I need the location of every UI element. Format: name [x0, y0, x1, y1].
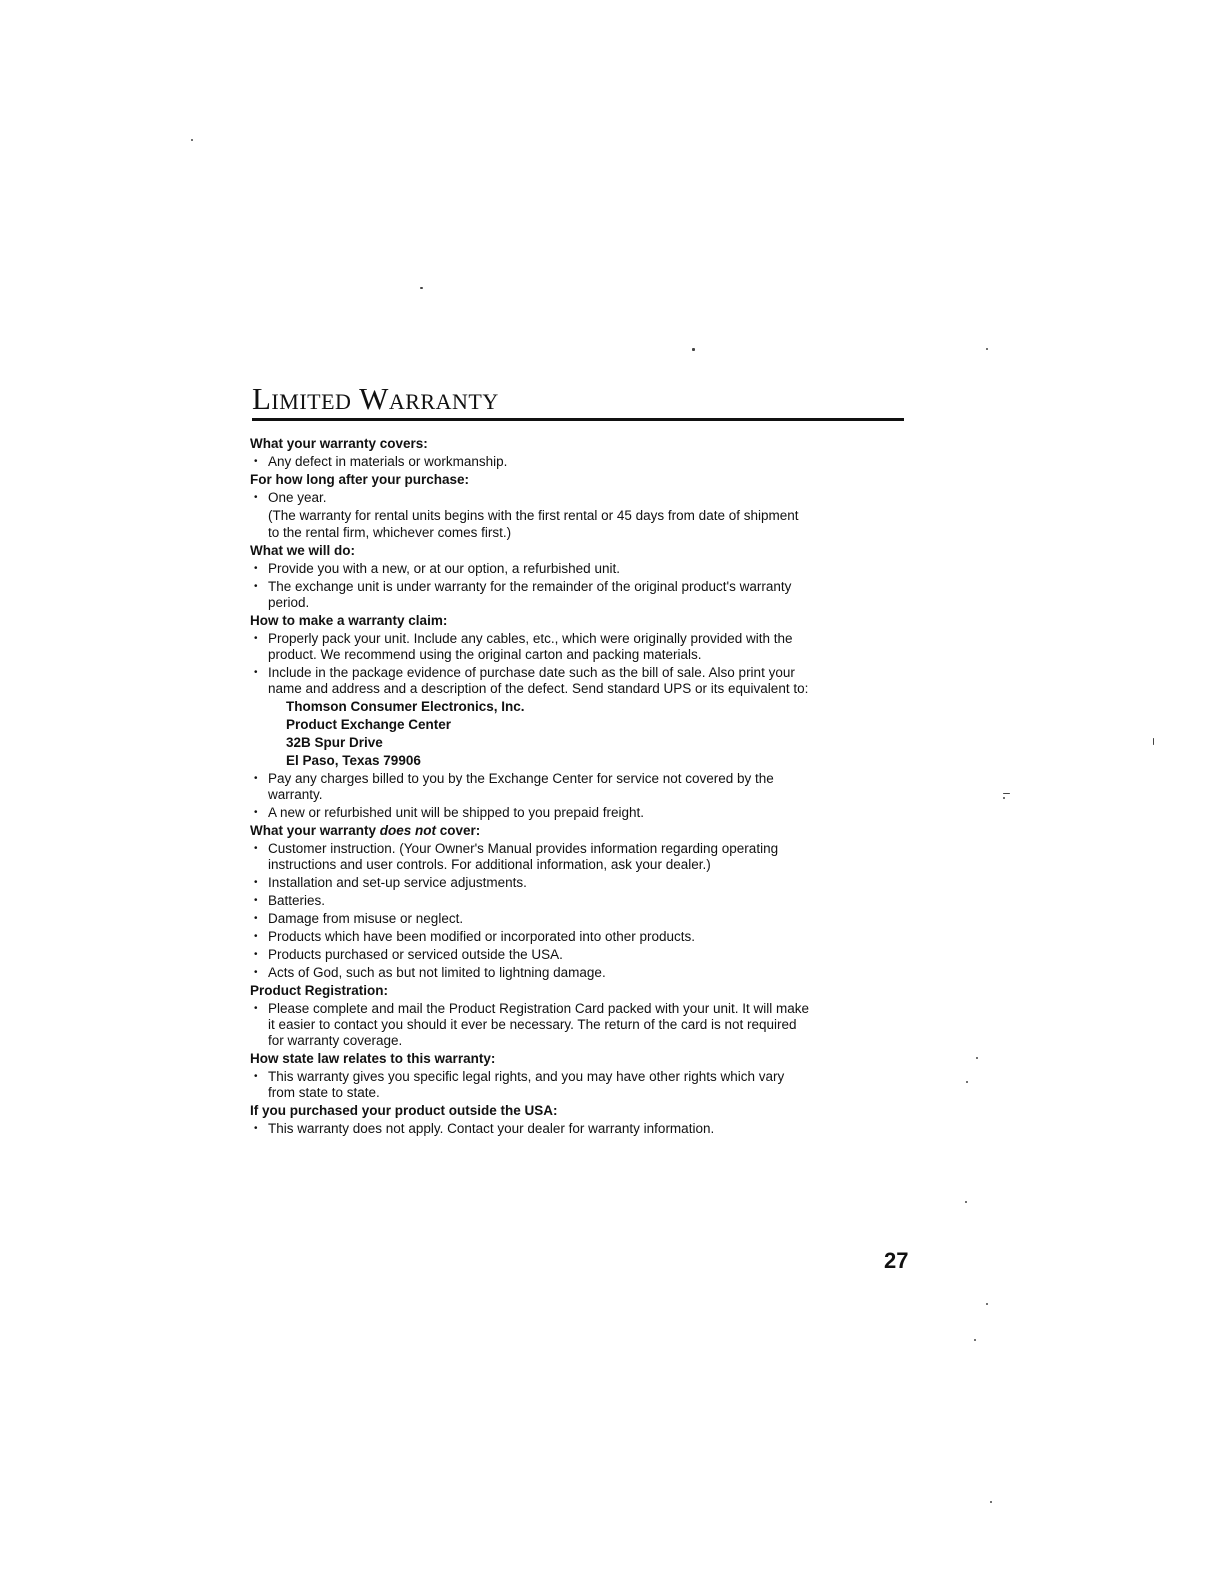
claim-item-2 — [250, 665, 910, 697]
state-law-item — [250, 1069, 910, 1101]
covers-item: • Any defect in materials or workmanship. — [250, 454, 910, 470]
address-center: Product Exchange Center — [286, 717, 452, 732]
claim-item-2-line1: Include in the package evidence of purchase date such as the bill of sale. Also print your — [268, 665, 795, 680]
scan-speck — [986, 1303, 988, 1305]
claim-item-4: • A new or refurbished unit will be shipped to you prepaid freight. — [250, 805, 910, 821]
not-cover-item-4: • Damage from misuse or neglect. — [250, 911, 910, 927]
not-cover-item-3: • Batteries. — [250, 893, 910, 909]
duration-heading: For how long after your purchase: — [250, 472, 470, 487]
scan-speck — [966, 1081, 968, 1083]
registration-item-line1: Please complete and mail the Product Registration Card packed with your unit. It will make — [268, 1001, 810, 1016]
not-cover-heading-start: What your warranty — [250, 823, 380, 838]
duration-note-line2: to the rental firm, whichever comes first.) — [268, 525, 512, 540]
not-cover-item-1-line2: instructions and user controls. For additional information, ask your dealer.) — [268, 857, 711, 872]
claim-item-1-line1: Properly pack your unit. Include any cables, etc., which were originally provided with the — [268, 631, 793, 646]
not-cover-item-7: • Acts of God, such as but not limited to lightning damage. — [250, 965, 910, 981]
scan-speck — [420, 287, 423, 289]
will-do-item-2-line2: period. — [268, 595, 310, 610]
registration-item-line2: it easier to contact you should it ever be necessary. The return of the card is not required — [268, 1017, 797, 1032]
scan-speck — [965, 1201, 967, 1203]
state-law-item-line1: This warranty gives you specific legal rights, and you may have other rights which vary — [268, 1069, 785, 1084]
claim-item-2-line2: name and address and a description of the defect. Send standard UPS or its equivalent to: — [268, 681, 809, 696]
not-cover-item-1 — [250, 841, 910, 873]
outside-usa-heading: If you purchased your product outside the USA: — [250, 1103, 558, 1118]
scan-speck — [1153, 738, 1154, 745]
page-number: 27 — [884, 1248, 909, 1273]
address-street: 32B Spur Drive — [286, 735, 383, 750]
page-title: Limited Warranty — [252, 381, 499, 416]
scan-speck — [1003, 797, 1005, 799]
not-cover-item-5: • Products which have been modified or incorporated into other products. — [250, 929, 910, 945]
scan-speck — [990, 1501, 992, 1503]
title-rule — [252, 418, 904, 421]
state-law-heading: How state law relates to this warranty: — [250, 1051, 496, 1066]
covers-heading: What your warranty covers: — [250, 436, 428, 451]
claim-item-1 — [250, 631, 910, 663]
claim-item-3-line2: warranty. — [268, 787, 323, 802]
duration-note-line1: (The warranty for rental units begins with the first rental or 45 days from date of shipment — [268, 508, 799, 523]
scan-speck — [692, 348, 695, 351]
claim-item-3-line1: Pay any charges billed to you by the Exchange Center for service not covered by the — [268, 771, 774, 786]
warranty-content — [250, 434, 910, 1139]
claim-heading: How to make a warranty claim: — [250, 613, 448, 628]
not-cover-item-2: • Installation and set-up service adjustments. — [250, 875, 910, 891]
scan-speck — [191, 139, 193, 141]
scan-speck — [974, 1339, 976, 1341]
claim-item-3 — [250, 771, 910, 803]
address-company: Thomson Consumer Electronics, Inc. — [286, 699, 525, 714]
will-do-item-2-line1: The exchange unit is under warranty for the remainder of the original product's warranty — [268, 579, 792, 594]
not-cover-item-6: • Products purchased or serviced outside the USA. — [250, 947, 910, 963]
duration-item: • One year. — [250, 490, 910, 506]
not-cover-heading-emphasis: does not — [379, 823, 437, 838]
will-do-item-2 — [250, 579, 910, 611]
not-cover-heading — [250, 823, 910, 839]
outside-usa-item: • This warranty does not apply. Contact your dealer for warranty information. — [250, 1121, 910, 1137]
state-law-item-line2: from state to state. — [268, 1085, 380, 1100]
scan-speck — [1003, 793, 1010, 794]
not-cover-item-1-line1: Customer instruction. (Your Owner's Manual provides information regarding operating — [268, 841, 779, 856]
will-do-item-1: • Provide you with a new, or at our option, a refurbished unit. — [250, 561, 910, 577]
not-cover-heading-end: cover: — [436, 823, 481, 838]
will-do-heading: What we will do: — [250, 543, 355, 558]
scan-speck — [976, 1057, 978, 1059]
address-city: El Paso, Texas 79906 — [286, 753, 421, 768]
claim-item-1-line2: product. We recommend using the original carton and packing materials. — [268, 647, 702, 662]
scan-speck — [986, 348, 988, 350]
registration-item-line3: for warranty coverage. — [268, 1033, 403, 1048]
registration-item — [250, 1001, 910, 1049]
registration-heading: Product Registration: — [250, 983, 389, 998]
